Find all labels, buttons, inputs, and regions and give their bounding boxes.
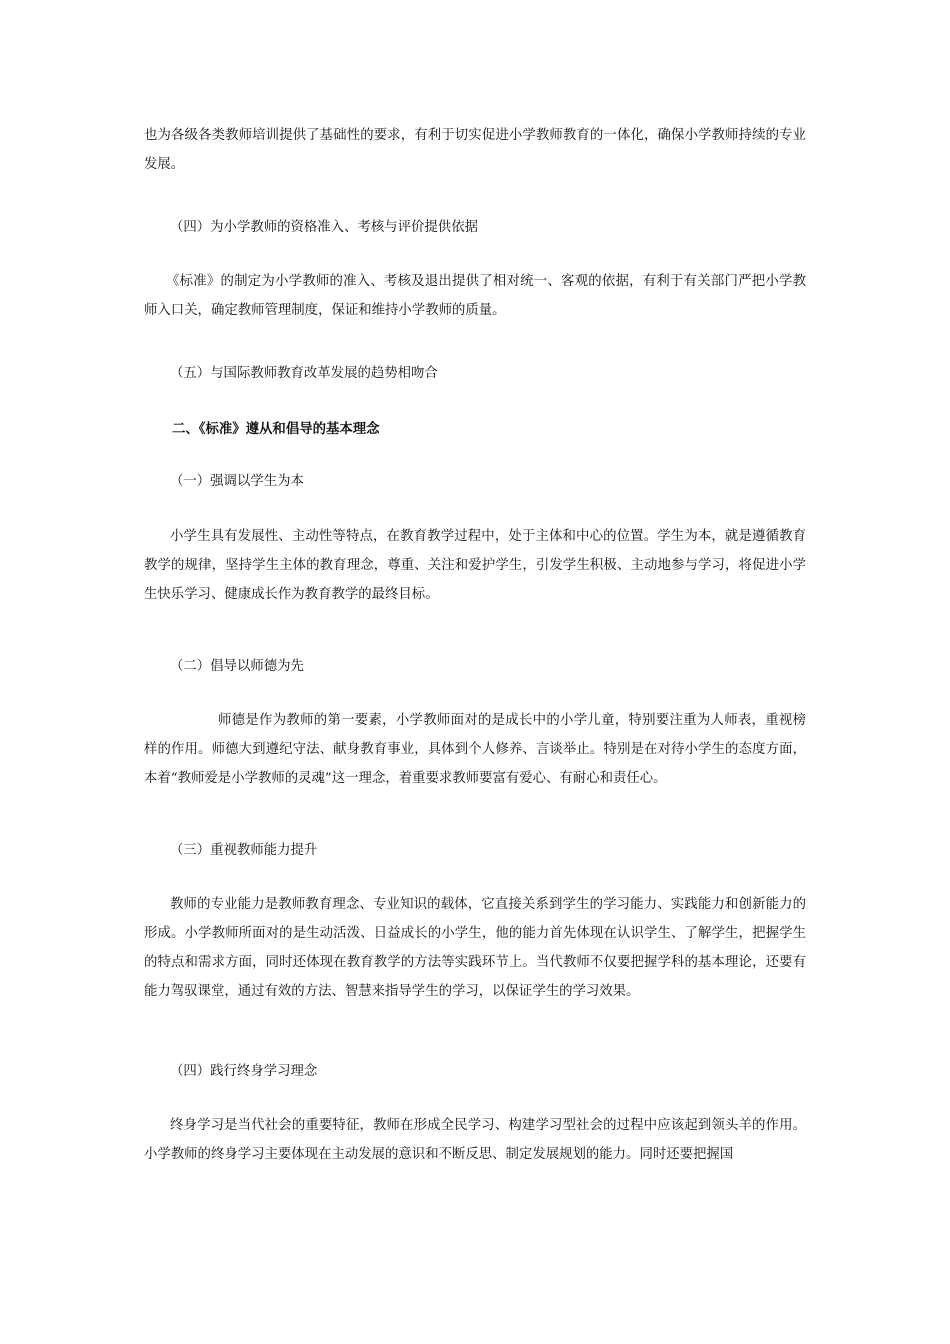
subheading-student-centered: （一）强调以学生为本	[170, 474, 304, 489]
paragraph-lifelong-learning: 终身学习是当代社会的重要特征，教师在形成全民学习、构建学习型社会的过程中应该起到领头羊的作用。小学教师的终身学习主要体现在主动发展的意识和不断反思、制定发展规划的能力。同时还要把握国	[144, 1118, 806, 1162]
subheading-international-trend: （五）与国际教师教育改革发展的趋势相吻合	[170, 366, 438, 381]
paragraph-ethics-first: 师德是作为教师的第一要素，小学教师面对的是成长中的小学儿童，特别要注重为人师表，重视榜样的作用。师德大到遵纪守法、献身教育事业，具体到个人修养、言谈举止。特别是在对待小学生的态度方面，本着“教师爱是小学教师的灵魂”这一理念，着重要求教师要富有爱心、有耐心和责任心。	[144, 713, 806, 786]
subheading-lifelong-learning: （四）践行终身学习理念	[170, 1064, 318, 1079]
paragraph-standard-basis: 《标准》的制定为小学教师的准入、考核及退出提供了相对统一、客观的依据，有利于有关部门严把小学教师入口关，确定教师管理制度，保证和维持小学教师的质量。	[144, 274, 806, 318]
section-title-basic-concepts: 二、《标准》遵从和倡导的基本理念	[172, 422, 380, 437]
paragraph-student-centered: 小学生具有发展性、主动性等特点，在教育教学过程中，处于主体和中心的位置。学生为本，就是遵循教育教学的规律，坚持学生主体的教育理念，尊重、关注和爱护学生，引发学生积极、主动地参与学习，将促进小学生快乐学习、健康成长作为教育教学的最终目标。	[144, 529, 806, 602]
subheading-ethics-first: （二）倡导以师德为先	[170, 659, 304, 674]
subheading-qualification-basis: （四）为小学教师的资格准入、考核与评价提供依据	[170, 220, 478, 235]
subheading-ability-improvement: （三）重视教师能力提升	[170, 843, 318, 858]
paragraph-ability-improvement: 教师的专业能力是教师教育理念、专业知识的载体，它直接关系到学生的学习能力、实践能力和创新能力的形成。小学教师所面对的是生动活泼、日益成长的小学生，他的能力首先体现在认识学生、了解学生，把握学生的特点和需求方面，同时还体现在教育教学的方法等实践环节上。当代教师不仅要把握学科的基本理论，还要有能力驾驭课堂，通过有效的方法、智慧来指导学生的学习，以保证学生的学习效果。	[144, 897, 806, 999]
paragraph-teacher-training: 也为各级各类教师培训提供了基础性的要求，有利于切实促进小学教师教育的一体化，确保小学教师持续的专业发展。	[144, 128, 806, 172]
